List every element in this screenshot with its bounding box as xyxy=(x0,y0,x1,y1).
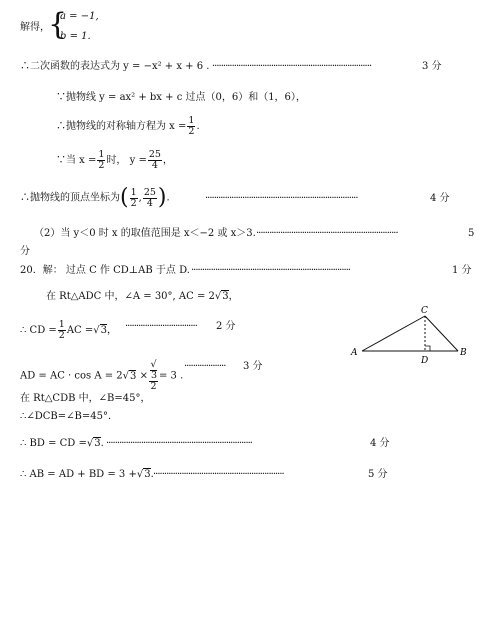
comma: ， xyxy=(228,291,239,302)
fraction xyxy=(149,360,158,392)
period: . xyxy=(100,438,104,449)
radicand: 3 xyxy=(144,469,151,480)
fraction xyxy=(143,188,157,209)
denominator: 4 xyxy=(151,160,158,171)
fraction xyxy=(187,116,195,137)
when-x-text: ∵当 x = xyxy=(56,155,97,166)
numerator: 1 xyxy=(188,115,195,126)
triangle-figure xyxy=(348,304,472,366)
cd-text: ∴ CD = xyxy=(20,325,57,336)
fraction xyxy=(130,188,138,209)
numerator: 1 xyxy=(130,186,137,198)
numerator: √ 3 xyxy=(150,359,157,381)
numerator: 1 xyxy=(58,319,65,330)
bd-text: ∴ BD = CD = xyxy=(20,438,87,449)
axis-text: ∴抛物线的对称轴方程为 x = xyxy=(56,121,187,132)
vertex-text: ∴抛物线的顶点坐标为 xyxy=(20,192,120,204)
label-d: D xyxy=(421,356,429,366)
label-c: C xyxy=(421,306,428,316)
leader-dots: ································· xyxy=(125,321,197,332)
radicand: 3 xyxy=(100,325,108,336)
numerator: 1 xyxy=(98,149,105,160)
system-eq-2: b = 1. xyxy=(60,31,91,42)
leader-dots: ········································································· xyxy=(191,265,351,276)
denominator: 2 xyxy=(98,160,105,171)
bd-calculation: ∴ BD = CD =√3. xyxy=(20,438,104,449)
vertex-value xyxy=(56,150,173,171)
period: . xyxy=(150,469,154,480)
comma: ， xyxy=(107,325,118,336)
segment-ac xyxy=(362,316,425,351)
denominator: 4 xyxy=(146,197,153,209)
solve-label: 解得， xyxy=(20,22,50,33)
axis-of-symmetry xyxy=(56,116,200,137)
fraction xyxy=(58,320,66,341)
range-statement: （2）当 y＜0 时 x 的取值范围是 x＜−2 或 x＞3. xyxy=(34,228,256,239)
right-angle-mark xyxy=(425,346,430,351)
numerator: 25 xyxy=(148,149,161,160)
score-mark: 5 分 xyxy=(368,469,388,480)
times: × xyxy=(136,370,148,382)
leader-dots: ··················· xyxy=(184,361,226,372)
ad-calculation: AD = AC · cos A = 2√3 × √ 3 2 = 3 . xyxy=(20,359,184,392)
score-mark: 3 分 xyxy=(243,361,263,372)
parabola-through-points: ∵抛物线 y = ax² + bx + c 过点（0，6）和（1，6）， xyxy=(56,92,306,103)
expression-statement: ∴二次函数的表达式为 y = −x² + x + 6 . xyxy=(20,61,210,72)
ab-calculation: ∴ AB = AD + BD = 3 +√3. xyxy=(20,469,154,480)
leader-dots: ································································· xyxy=(256,228,398,239)
leader-dots: ······································································ xyxy=(205,193,358,204)
score-mark: 5 xyxy=(468,228,475,239)
leader-dots: ···························································· xyxy=(153,469,284,480)
period: . xyxy=(166,192,170,204)
denominator: 2 xyxy=(58,330,65,341)
sqrt-sign: √ xyxy=(214,291,222,302)
given-text: 在 Rt△ADC 中，∠A = 30°, AC = 2 xyxy=(46,291,215,302)
system-brace: { xyxy=(48,7,68,42)
score-mark: 3 分 xyxy=(422,61,442,72)
denominator: 2 xyxy=(130,197,137,209)
leader-dots: ········································································· xyxy=(212,61,372,72)
radicand: 3 xyxy=(222,291,229,302)
problem-20-start: 20．解： 过点 C 作 CD⊥AB 于点 D. xyxy=(20,265,190,276)
radicand: 3 xyxy=(130,370,137,382)
ac-text: AC = xyxy=(66,325,94,336)
radicand: 3 xyxy=(94,438,101,449)
cd-calculation: ∴ CD = $\frac{1}{2}$ AC =√3， xyxy=(20,319,118,341)
system-eq-1: a = −1, xyxy=(60,11,99,22)
score-mark: 4 分 xyxy=(370,438,390,449)
ab-text: ∴ AB = AD + BD = 3 + xyxy=(20,469,137,480)
result: = 3 . xyxy=(159,370,184,382)
denominator: 2 xyxy=(150,381,157,392)
label-a: A xyxy=(351,348,358,358)
score-unit: 分 xyxy=(20,246,30,257)
numerator: 25 xyxy=(143,186,156,198)
fraction xyxy=(97,150,105,171)
score-mark: 2 分 xyxy=(216,321,236,332)
then-y-text: 时， y = xyxy=(106,155,147,166)
label-b: B xyxy=(460,348,467,358)
angle-dcb: ∴∠DCB=∠B=45°． xyxy=(20,411,118,422)
score-mark: 1 分 xyxy=(452,265,472,276)
triangle-cdb-given: 在 Rt△CDB 中，∠B=45°， xyxy=(20,393,151,404)
denominator: 2 xyxy=(188,126,195,137)
leader-dots: ··································································· xyxy=(106,438,252,449)
paren-left: ( xyxy=(120,185,129,210)
score-mark: 4 分 xyxy=(430,193,450,204)
radicand: 3 xyxy=(150,370,157,381)
ad-text: AD = AC · cos A = 2 xyxy=(20,370,123,382)
period: . xyxy=(196,121,200,132)
triangle-adc-given xyxy=(46,291,239,303)
comma: ， xyxy=(162,155,173,166)
fraction xyxy=(148,150,162,171)
vertex-coordinates: ∴抛物线的顶点坐标为( $\frac{1}{2}$ , $\frac{25}{4}$ ). xyxy=(20,185,170,210)
paren-right: ) xyxy=(157,185,167,210)
